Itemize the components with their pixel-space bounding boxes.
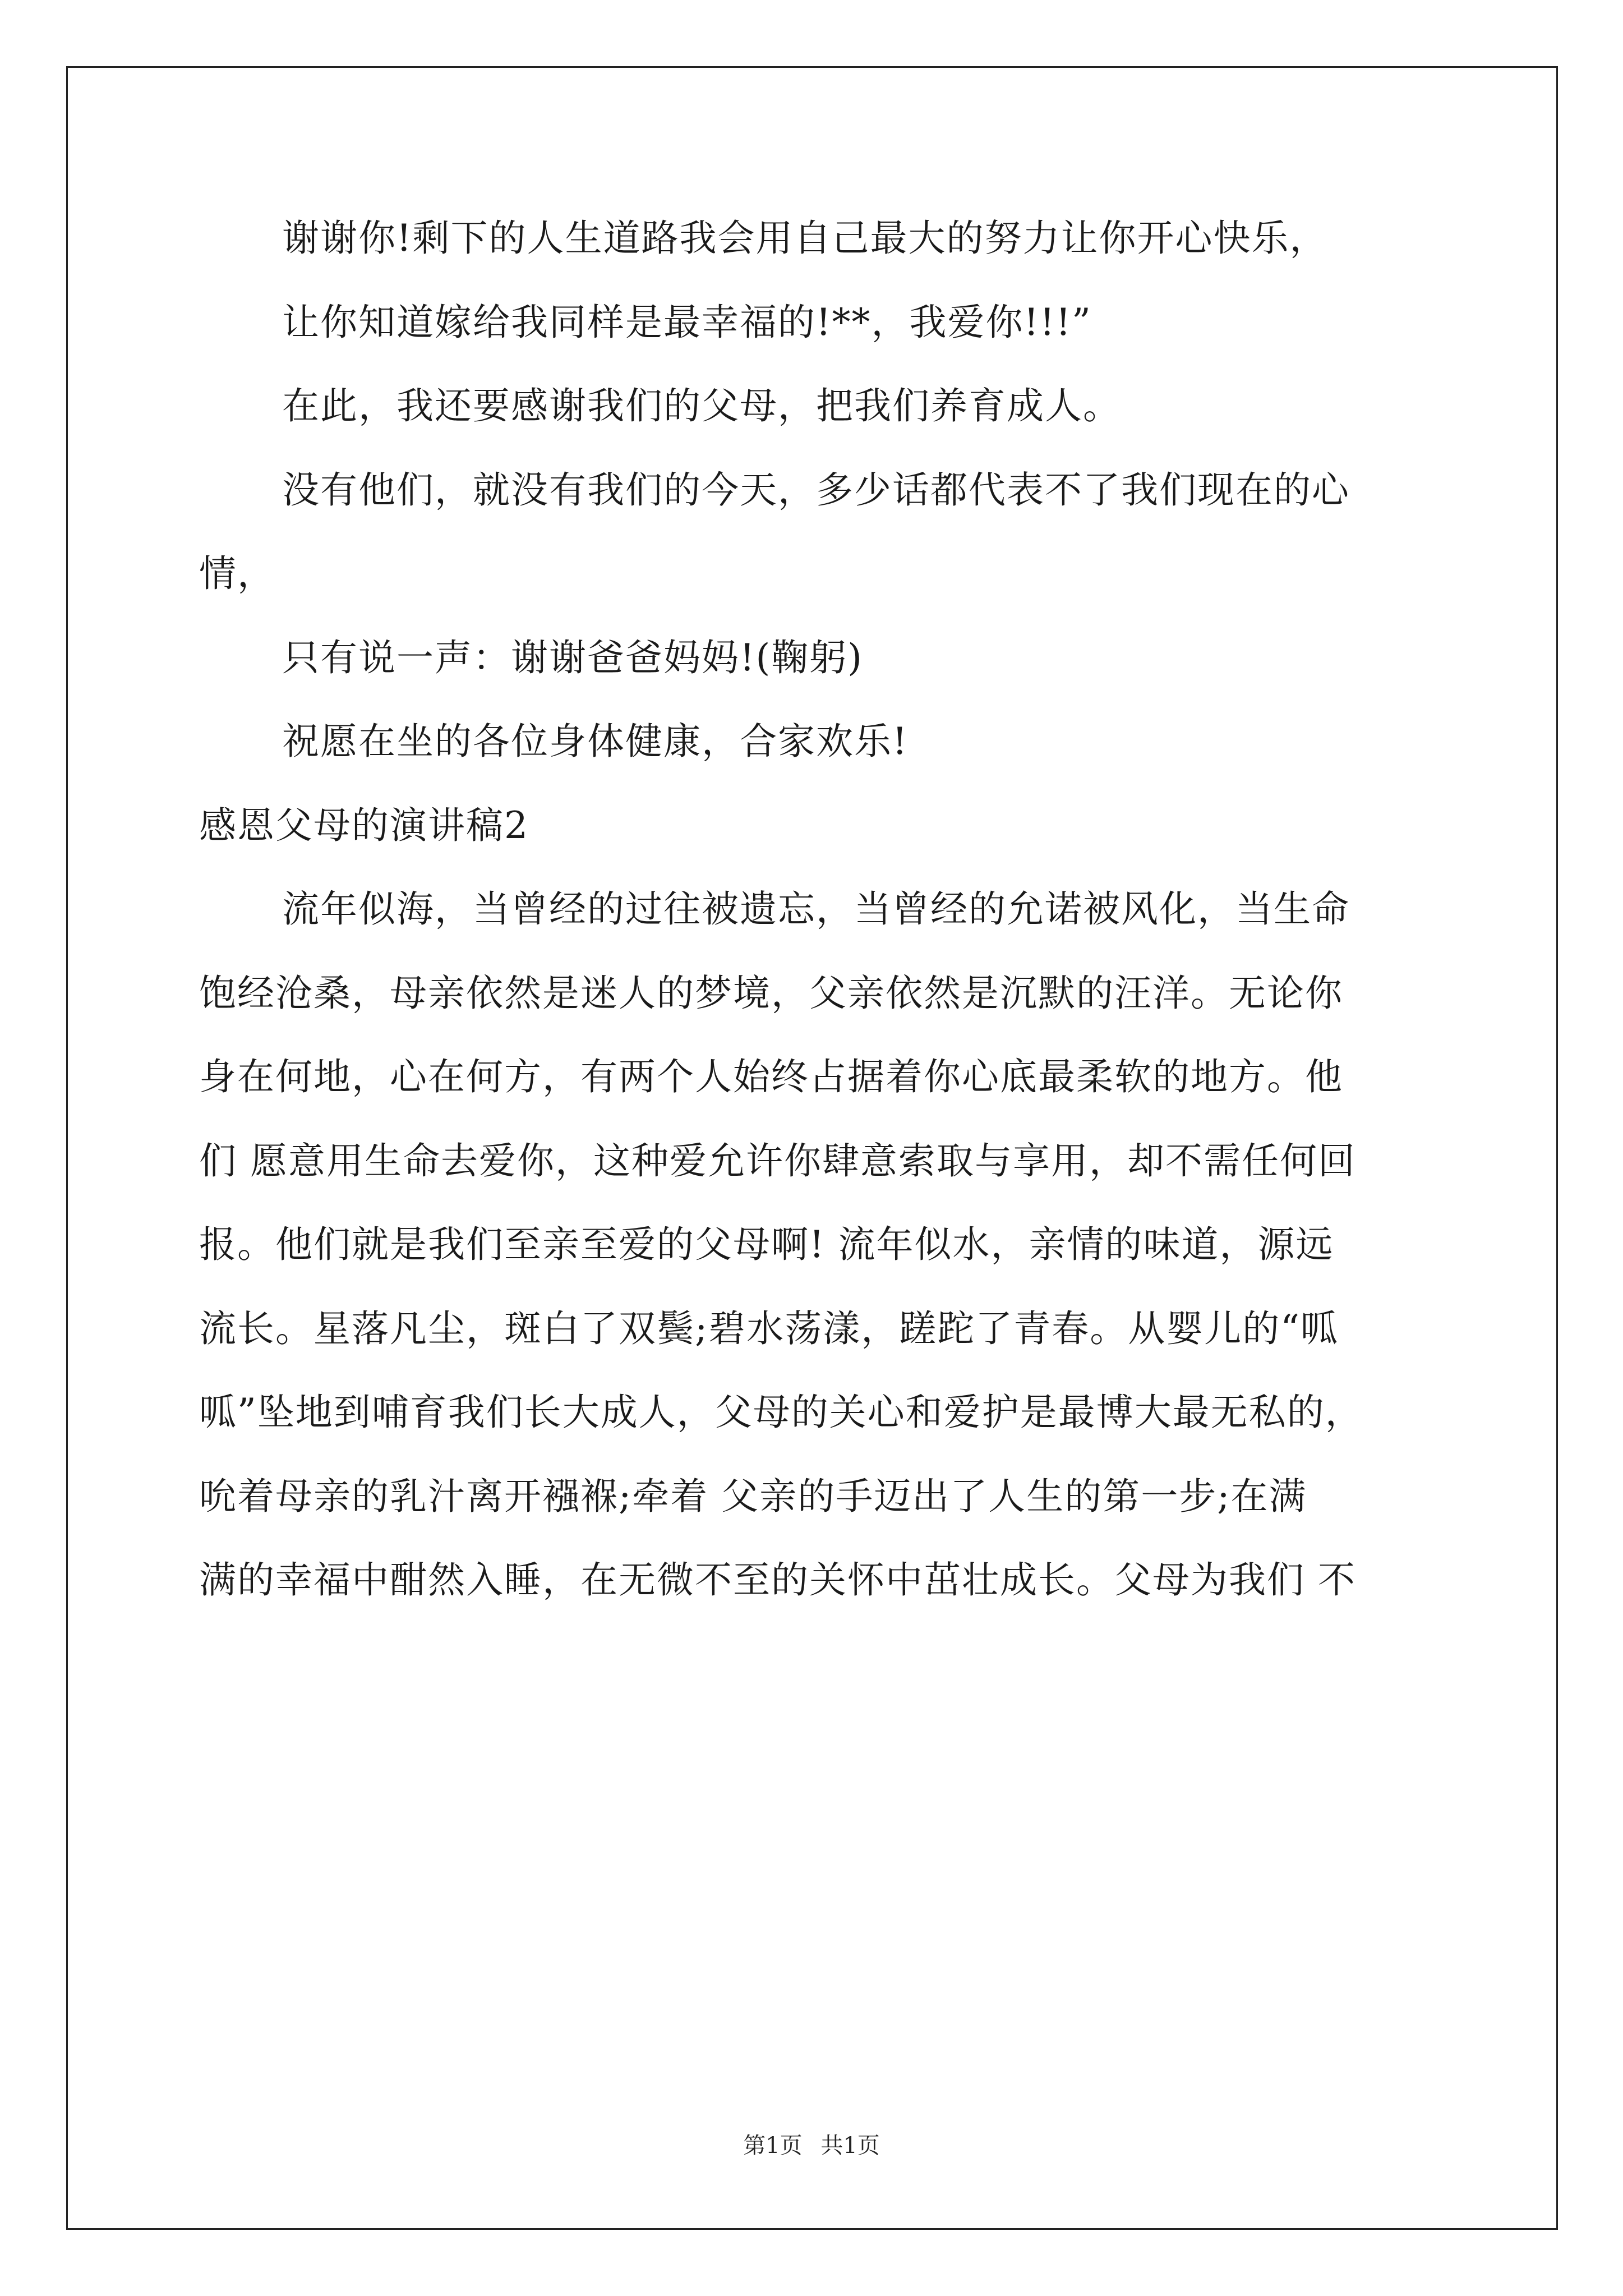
page-number: 第1页 [743,2133,803,2159]
text-line: 没有他们，就没有我们的今天，多少话都代表不了我们现在的心 [282,468,1350,512]
text-line: 呱”坠地到哺育我们长大成人，父母的关心和爱护是最博大最无私的， [199,1391,1363,1434]
text-line: 饱经沧桑，母亲依然是迷人的梦境，父亲依然是沉默的汪洋。无论你 [199,972,1343,1015]
text-line: 流长。星落凡尘，斑白了双鬓;碧水荡漾，蹉跎了青春。从婴儿的“呱 [199,1307,1339,1350]
text-line: 在此，我还要感谢我们的父母，把我们养育成人。 [282,384,1121,427]
section-heading: 感恩父母的演讲稿2 [199,804,529,847]
text-line: 让你知道嫁给我同样是最幸福的!**，我爱你!!!” [282,301,1092,344]
text-line: 只有说一声：谢谢爸爸妈妈!(鞠躬) [282,636,864,679]
text-line: 满的幸福中酣然入睡，在无微不至的关怀中茁壮成长。父母为我们 不 [199,1558,1356,1602]
text-line: 身在何地，心在何方，有两个人始终占据着你心底最柔软的地方。他 [199,1055,1343,1098]
text-line: 们 愿意用生命去爱你，这种爱允许你肆意索取与享用，却不需任何回 [199,1139,1356,1182]
text-line: 吮着母亲的乳汁离开襁褓;牵着 父亲的手迈出了人生的第一步;在满 [199,1475,1307,1518]
text-line: 流年似海，当曾经的过往被遗忘，当曾经的允诺被风化，当生命 [282,887,1350,931]
text-line: 谢谢你!剩下的人生道路我会用自己最大的努力让你开心快乐， [282,217,1328,260]
page-total: 共1页 [820,2133,880,2159]
text-line: 情， [199,552,275,595]
page-footer [0,2132,1623,2160]
text-line: 报。他们就是我们至亲至爱的父母啊! 流年似水，亲情的味道，源远 [199,1223,1334,1266]
text-line: 祝愿在坐的各位身体健康，合家欢乐! [282,720,909,763]
